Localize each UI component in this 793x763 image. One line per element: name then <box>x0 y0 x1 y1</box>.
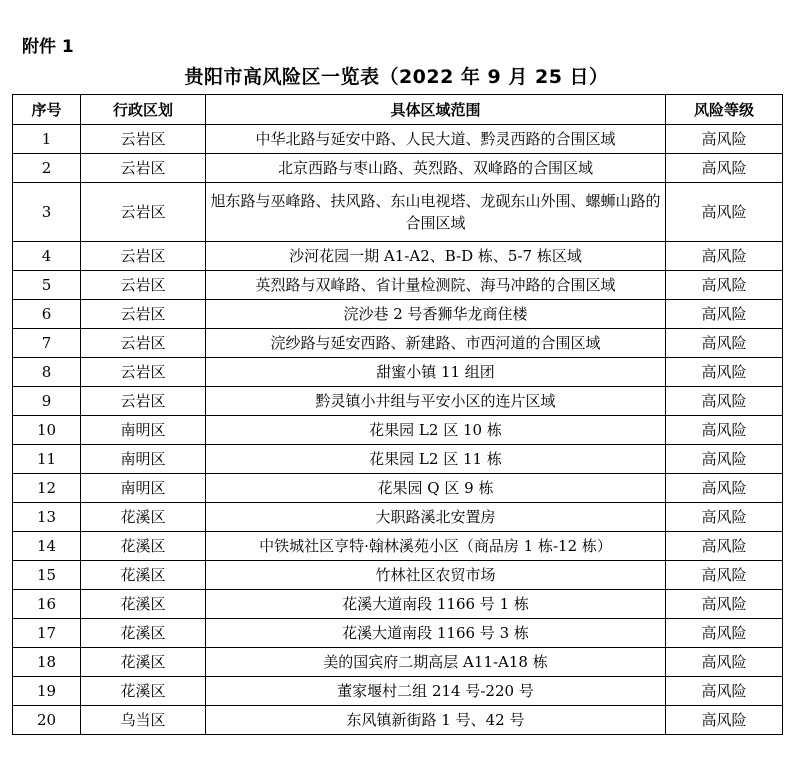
header-district: 行政区划 <box>81 95 206 125</box>
cell-area: 北京西路与枣山路、英烈路、双峰路的合围区域 <box>206 154 666 183</box>
cell-district: 云岩区 <box>81 183 206 242</box>
cell-area: 美的国宾府二期高层 A11-A18 栋 <box>206 648 666 677</box>
cell-level: 高风险 <box>666 416 783 445</box>
cell-district: 云岩区 <box>81 125 206 154</box>
cell-level: 高风险 <box>666 706 783 735</box>
table-row <box>13 125 783 154</box>
cell-district: 云岩区 <box>81 300 206 329</box>
table-body <box>13 125 783 735</box>
cell-seq: 19 <box>13 677 81 706</box>
cell-district: 花溪区 <box>81 619 206 648</box>
cell-level: 高风险 <box>666 561 783 590</box>
cell-level: 高风险 <box>666 358 783 387</box>
cell-district: 花溪区 <box>81 561 206 590</box>
cell-area: 旭东路与巫峰路、扶风路、东山电视塔、龙砚东山外围、螺蛳山路的合围区域 <box>206 183 666 242</box>
cell-area: 大职路溪北安置房 <box>206 503 666 532</box>
table-row <box>13 590 783 619</box>
table-row <box>13 271 783 300</box>
cell-area: 董家堰村二组 214 号-220 号 <box>206 677 666 706</box>
cell-area: 中铁城社区亨特·翰林溪苑小区（商品房 1 栋-12 栋） <box>206 532 666 561</box>
table-row <box>13 503 783 532</box>
table-row <box>13 561 783 590</box>
cell-seq: 4 <box>13 242 81 271</box>
table-row <box>13 387 783 416</box>
annex-label: 附件 1 <box>22 37 74 57</box>
cell-district: 云岩区 <box>81 387 206 416</box>
cell-level: 高风险 <box>666 242 783 271</box>
cell-district: 云岩区 <box>81 242 206 271</box>
cell-seq: 14 <box>13 532 81 561</box>
table-row <box>13 532 783 561</box>
cell-district: 云岩区 <box>81 154 206 183</box>
cell-level: 高风险 <box>666 125 783 154</box>
cell-area: 花果园 Q 区 9 栋 <box>206 474 666 503</box>
table-row <box>13 619 783 648</box>
table-row <box>13 474 783 503</box>
cell-district: 云岩区 <box>81 271 206 300</box>
cell-level: 高风险 <box>666 590 783 619</box>
cell-district: 花溪区 <box>81 590 206 619</box>
cell-district: 花溪区 <box>81 648 206 677</box>
cell-seq: 5 <box>13 271 81 300</box>
cell-seq: 15 <box>13 561 81 590</box>
table-row <box>13 677 783 706</box>
cell-area: 竹林社区农贸市场 <box>206 561 666 590</box>
cell-level: 高风险 <box>666 329 783 358</box>
cell-area: 中华北路与延安中路、人民大道、黔灵西路的合围区域 <box>206 125 666 154</box>
cell-seq: 20 <box>13 706 81 735</box>
cell-seq: 7 <box>13 329 81 358</box>
header-level: 风险等级 <box>666 95 783 125</box>
table-header-row <box>13 95 783 125</box>
cell-level: 高风险 <box>666 271 783 300</box>
cell-level: 高风险 <box>666 183 783 242</box>
cell-area: 黔灵镇小井组与平安小区的连片区域 <box>206 387 666 416</box>
cell-area: 花果园 L2 区 10 栋 <box>206 416 666 445</box>
cell-level: 高风险 <box>666 445 783 474</box>
cell-area: 花溪大道南段 1166 号 3 栋 <box>206 619 666 648</box>
cell-seq: 6 <box>13 300 81 329</box>
page-title: 贵阳市高风险区一览表（2022 年 9 月 25 日） <box>184 66 609 88</box>
cell-district: 南明区 <box>81 474 206 503</box>
header-area: 具体区域范围 <box>206 95 666 125</box>
cell-seq: 17 <box>13 619 81 648</box>
cell-district: 云岩区 <box>81 358 206 387</box>
cell-area: 沙河花园一期 A1-A2、B-D 栋、5-7 栋区域 <box>206 242 666 271</box>
cell-area: 浣沙巷 2 号香狮华龙商住楼 <box>206 300 666 329</box>
cell-area: 东风镇新街路 1 号、42 号 <box>206 706 666 735</box>
cell-district: 花溪区 <box>81 677 206 706</box>
header-seq: 序号 <box>13 95 81 125</box>
cell-seq: 13 <box>13 503 81 532</box>
table-row <box>13 706 783 735</box>
cell-area: 英烈路与双峰路、省计量检测院、海马冲路的合围区域 <box>206 271 666 300</box>
cell-level: 高风险 <box>666 474 783 503</box>
cell-district: 云岩区 <box>81 329 206 358</box>
risk-area-table <box>12 94 783 735</box>
cell-district: 花溪区 <box>81 532 206 561</box>
table-row <box>13 358 783 387</box>
cell-level: 高风险 <box>666 677 783 706</box>
cell-area: 花果园 L2 区 11 栋 <box>206 445 666 474</box>
cell-seq: 2 <box>13 154 81 183</box>
cell-seq: 8 <box>13 358 81 387</box>
cell-level: 高风险 <box>666 532 783 561</box>
cell-seq: 3 <box>13 183 81 242</box>
table-row <box>13 329 783 358</box>
cell-seq: 16 <box>13 590 81 619</box>
cell-level: 高风险 <box>666 387 783 416</box>
cell-district: 乌当区 <box>81 706 206 735</box>
cell-area: 花溪大道南段 1166 号 1 栋 <box>206 590 666 619</box>
table-row <box>13 416 783 445</box>
cell-district: 花溪区 <box>81 503 206 532</box>
table-row <box>13 300 783 329</box>
cell-district: 南明区 <box>81 416 206 445</box>
cell-level: 高风险 <box>666 503 783 532</box>
cell-level: 高风险 <box>666 300 783 329</box>
cell-seq: 1 <box>13 125 81 154</box>
table-row <box>13 445 783 474</box>
cell-level: 高风险 <box>666 619 783 648</box>
cell-seq: 11 <box>13 445 81 474</box>
cell-seq: 10 <box>13 416 81 445</box>
table-row <box>13 154 783 183</box>
cell-seq: 12 <box>13 474 81 503</box>
cell-seq: 9 <box>13 387 81 416</box>
cell-area: 浣纱路与延安西路、新建路、市西河道的合围区域 <box>206 329 666 358</box>
cell-level: 高风险 <box>666 648 783 677</box>
cell-district: 南明区 <box>81 445 206 474</box>
cell-level: 高风险 <box>666 154 783 183</box>
table-row <box>13 183 783 242</box>
cell-seq: 18 <box>13 648 81 677</box>
table-row <box>13 242 783 271</box>
cell-area: 甜蜜小镇 11 组团 <box>206 358 666 387</box>
table-row <box>13 648 783 677</box>
